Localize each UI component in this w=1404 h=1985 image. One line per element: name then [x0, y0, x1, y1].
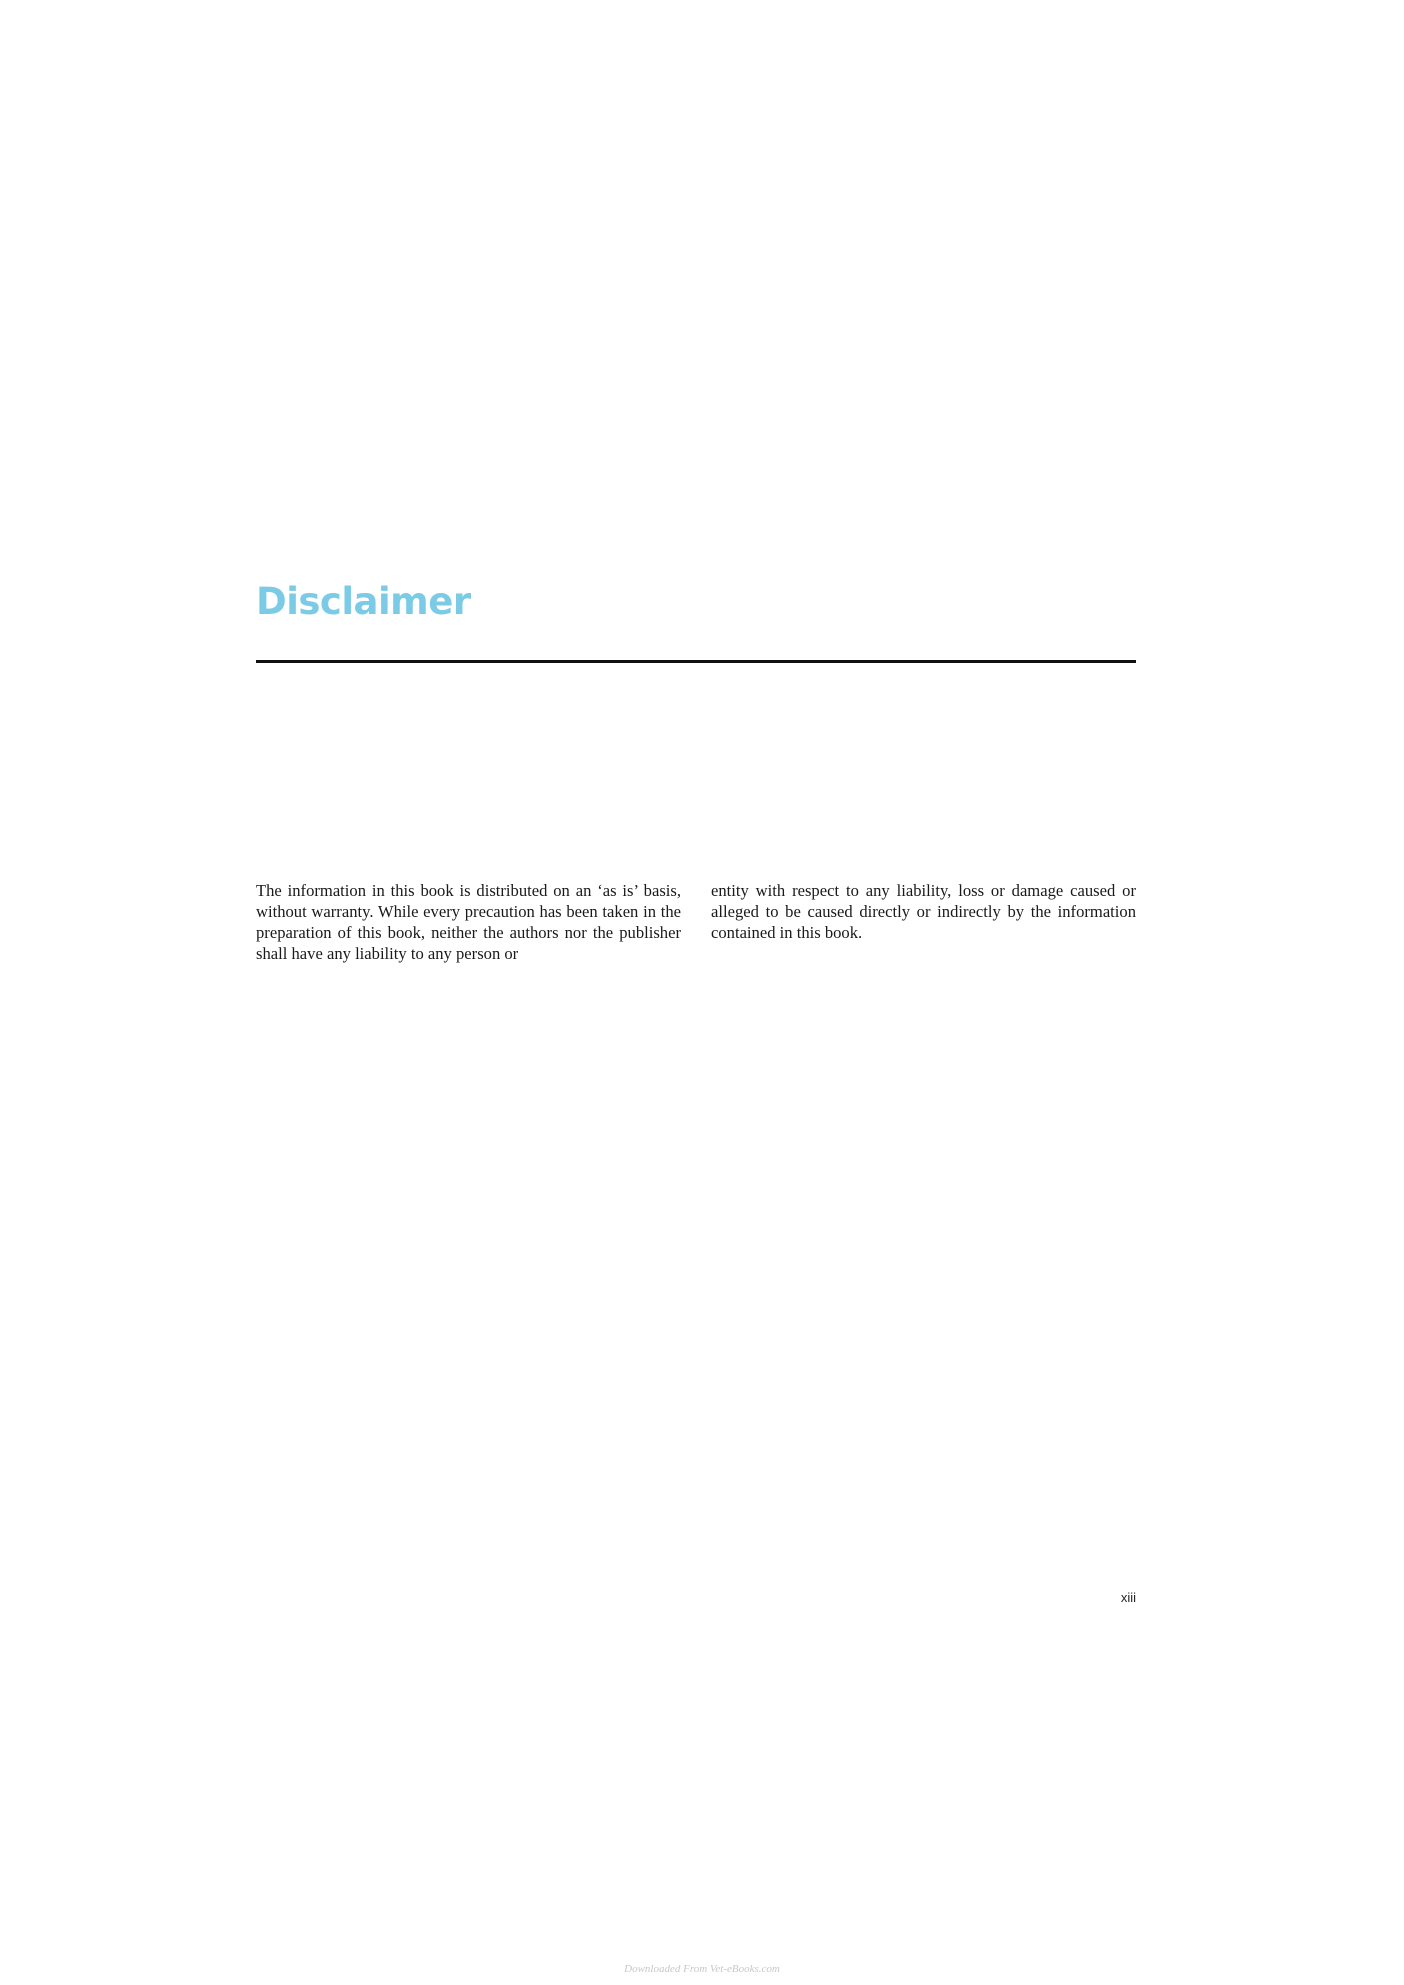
body-column-left: The information in this book is distributed on an ‘as is’ basis, without warranty. While every precaution has been taken in the preparation of this book, neither the authors nor the publisher shall have any liability to any person or [256, 881, 681, 963]
page-title: Disclaimer [256, 580, 471, 623]
body-column-right: entity with respect to any liability, loss or damage caused or alleged to be caused directly or indirectly by the information contained in this book. [711, 881, 1136, 942]
download-watermark: Downloaded From Vet-eBooks.com [624, 1963, 780, 1975]
page-number: xiii [1120, 1590, 1136, 1605]
body-text [256, 880, 1136, 964]
title-divider [256, 660, 1136, 663]
